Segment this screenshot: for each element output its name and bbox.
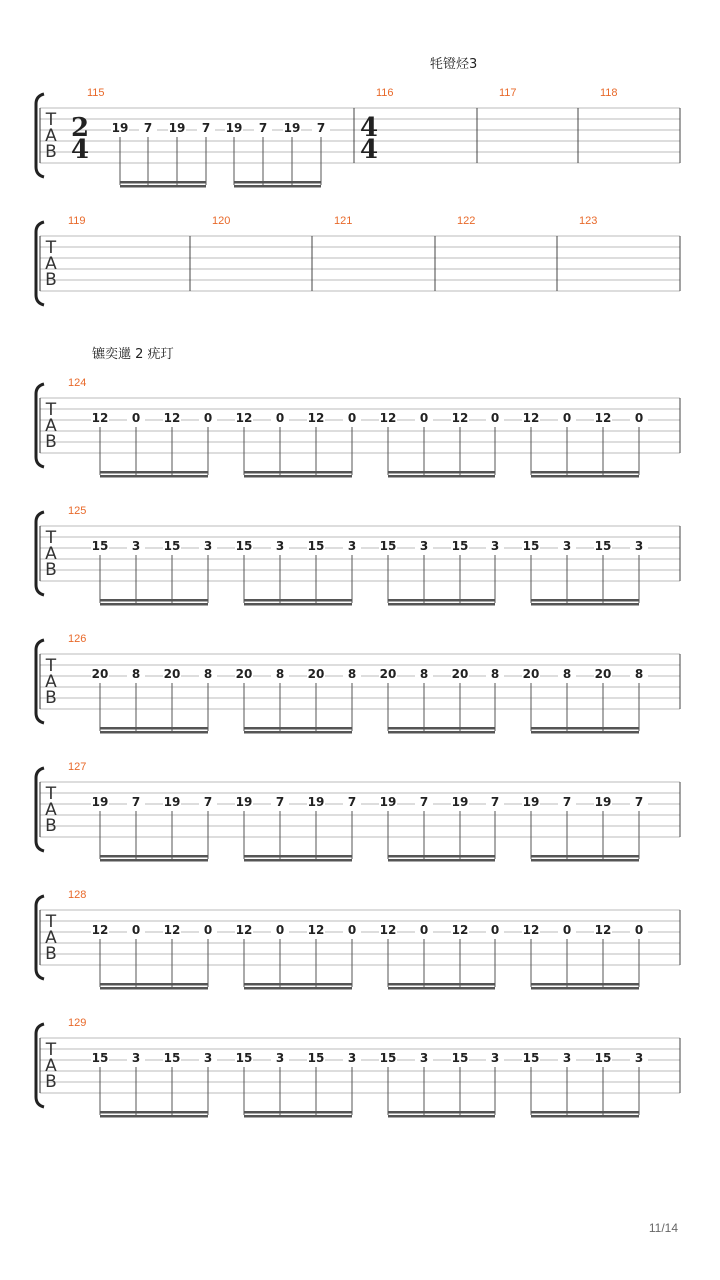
tab-clef-letter: T (45, 528, 57, 548)
fret-number: 7 (201, 121, 211, 135)
fret-number: 19 (163, 795, 181, 809)
time-signature-bottom: 4 (359, 135, 379, 165)
fret-number: 12 (235, 923, 253, 937)
tab-clef-letter: B (45, 688, 57, 708)
fret-number: 19 (91, 795, 109, 809)
beam (244, 859, 352, 862)
tab-clef-letter: T (45, 110, 57, 130)
fret-number: 7 (316, 121, 326, 135)
measure-number: 119 (68, 215, 86, 227)
beam (388, 855, 495, 858)
fret-number: 15 (163, 539, 181, 553)
fret-number: 0 (347, 411, 357, 425)
beam (531, 731, 639, 734)
fret-number: 15 (91, 539, 109, 553)
beam (100, 855, 208, 858)
measure-number: 118 (600, 87, 618, 99)
tab-clef-letter: A (45, 1056, 57, 1076)
fret-number: 12 (594, 923, 612, 937)
fret-number: 0 (347, 923, 357, 937)
tab-clef-letter: B (45, 816, 57, 836)
fret-number: 3 (562, 1051, 572, 1065)
measure-number: 123 (579, 215, 598, 227)
tab-clef-letter: B (45, 560, 57, 580)
fret-number: 15 (379, 1051, 397, 1065)
beam (100, 987, 208, 990)
beam (244, 599, 352, 602)
beam (234, 185, 321, 188)
fret-number: 12 (235, 411, 253, 425)
fret-number: 8 (275, 667, 285, 681)
fret-number: 15 (235, 539, 253, 553)
fret-number: 20 (307, 667, 325, 681)
fret-number: 12 (522, 923, 540, 937)
beam (531, 599, 639, 602)
beam (244, 731, 352, 734)
fret-number: 8 (347, 667, 357, 681)
beam (244, 471, 352, 474)
fret-number: 12 (451, 923, 469, 937)
tab-clef-letter: B (45, 432, 57, 452)
fret-number: 3 (347, 539, 357, 553)
tab-clef-letter: A (45, 544, 57, 564)
fret-number: 0 (131, 411, 141, 425)
fret-number: 0 (490, 923, 500, 937)
tab-clef-letter: A (45, 800, 57, 820)
fret-number: 12 (163, 411, 181, 425)
beam (531, 987, 639, 990)
fret-number: 19 (594, 795, 612, 809)
fret-number: 15 (379, 539, 397, 553)
fret-number: 12 (379, 411, 397, 425)
beam (531, 475, 639, 478)
fret-number: 0 (203, 923, 213, 937)
beam (388, 731, 495, 734)
beam (531, 855, 639, 858)
measure-number: 126 (68, 633, 87, 645)
measure-number: 117 (499, 87, 517, 99)
measure-number: 127 (68, 761, 87, 773)
time-signature-top: 2 (70, 113, 90, 143)
fret-number: 7 (275, 795, 285, 809)
beam (531, 859, 639, 862)
fret-number: 3 (634, 1051, 644, 1065)
fret-number: 0 (634, 411, 644, 425)
measure-number: 128 (68, 889, 87, 901)
fret-number: 3 (419, 1051, 429, 1065)
fret-number: 0 (275, 923, 285, 937)
fret-number: 8 (419, 667, 429, 681)
beam (388, 1115, 495, 1118)
time-signature-bottom: 4 (70, 135, 90, 165)
fret-number: 15 (307, 539, 325, 553)
beam (388, 475, 495, 478)
fret-number: 8 (203, 667, 213, 681)
beam (100, 983, 208, 986)
tab-clef-letter: A (45, 928, 57, 948)
fret-number: 15 (594, 539, 612, 553)
fret-number: 15 (451, 539, 469, 553)
beam (531, 603, 639, 606)
fret-number: 12 (91, 923, 109, 937)
measure-number: 120 (212, 215, 231, 227)
fret-number: 3 (490, 539, 500, 553)
fret-number: 19 (235, 795, 253, 809)
fret-number: 19 (451, 795, 469, 809)
beam (244, 1115, 352, 1118)
fret-number: 3 (203, 1051, 213, 1065)
fret-number: 12 (594, 411, 612, 425)
beam (531, 1111, 639, 1114)
fret-number: 3 (347, 1051, 357, 1065)
fret-number: 0 (490, 411, 500, 425)
fret-number: 15 (522, 1051, 540, 1065)
tab-clef-letter: A (45, 126, 57, 146)
tab-clef-letter: T (45, 238, 57, 258)
beam (388, 599, 495, 602)
beam (244, 983, 352, 986)
fret-number: 0 (419, 923, 429, 937)
fret-number: 3 (490, 1051, 500, 1065)
fret-number: 12 (522, 411, 540, 425)
beam (100, 859, 208, 862)
measure-number: 121 (334, 215, 353, 227)
beam (244, 987, 352, 990)
beam (388, 983, 495, 986)
beam (388, 1111, 495, 1114)
fret-number: 20 (522, 667, 540, 681)
measure-number: 115 (87, 87, 105, 99)
fret-number: 20 (163, 667, 181, 681)
beam (100, 599, 208, 602)
tab-clef-letter: T (45, 656, 57, 676)
fret-number: 12 (163, 923, 181, 937)
beam (120, 181, 206, 184)
fret-number: 3 (275, 539, 285, 553)
fret-number: 20 (235, 667, 253, 681)
beam (100, 731, 208, 734)
fret-number: 20 (594, 667, 612, 681)
beam (234, 181, 321, 184)
beam (100, 603, 208, 606)
fret-number: 12 (307, 923, 325, 937)
beam (244, 475, 352, 478)
fret-number: 0 (203, 411, 213, 425)
beam (244, 855, 352, 858)
tab-clef-letter: A (45, 254, 57, 274)
tab-clef-letter: T (45, 400, 57, 420)
fret-number: 0 (131, 923, 141, 937)
section-heading: 镳奕邋 2 疣玎 (92, 347, 174, 362)
measure-number: 122 (457, 215, 476, 227)
time-signature-top: 4 (359, 113, 379, 143)
fret-number: 19 (522, 795, 540, 809)
fret-number: 12 (307, 411, 325, 425)
tab-clef-letter: B (45, 1072, 57, 1092)
fret-number: 7 (258, 121, 268, 135)
fret-number: 12 (451, 411, 469, 425)
fret-number: 7 (203, 795, 213, 809)
measure-number: 116 (376, 87, 394, 99)
fret-number: 0 (562, 411, 572, 425)
beam (244, 603, 352, 606)
fret-number: 3 (634, 539, 644, 553)
fret-number: 15 (235, 1051, 253, 1065)
beam (100, 727, 208, 730)
fret-number: 0 (562, 923, 572, 937)
tab-clef-letter: B (45, 270, 57, 290)
measure-number: 124 (68, 377, 87, 389)
beam (531, 983, 639, 986)
fret-number: 19 (379, 795, 397, 809)
fret-number: 7 (562, 795, 572, 809)
tab-clef-letter: A (45, 672, 57, 692)
fret-number: 15 (307, 1051, 325, 1065)
beam (531, 471, 639, 474)
tab-clef-letter: T (45, 912, 57, 932)
beam (388, 471, 495, 474)
fret-number: 3 (562, 539, 572, 553)
beam (531, 727, 639, 730)
tab-clef-letter: A (45, 416, 57, 436)
fret-number: 15 (451, 1051, 469, 1065)
fret-number: 19 (225, 121, 243, 135)
fret-number: 3 (275, 1051, 285, 1065)
beam (100, 1115, 208, 1118)
fret-number: 7 (131, 795, 141, 809)
fret-number: 7 (347, 795, 357, 809)
tab-clef-letter: B (45, 944, 57, 964)
beam (100, 471, 208, 474)
fret-number: 15 (594, 1051, 612, 1065)
fret-number: 7 (634, 795, 644, 809)
beam (244, 727, 352, 730)
section-heading: 牦镫烃3 (430, 57, 478, 72)
fret-number: 8 (562, 667, 572, 681)
fret-number: 3 (203, 539, 213, 553)
beam (388, 859, 495, 862)
fret-number: 12 (379, 923, 397, 937)
beam (100, 1111, 208, 1114)
beam (388, 603, 495, 606)
fret-number: 15 (91, 1051, 109, 1065)
fret-number: 8 (490, 667, 500, 681)
fret-number: 20 (379, 667, 397, 681)
tab-clef-letter: T (45, 784, 57, 804)
fret-number: 0 (634, 923, 644, 937)
tab-clef-letter: B (45, 142, 57, 162)
fret-number: 3 (131, 1051, 141, 1065)
fret-number: 8 (634, 667, 644, 681)
beam (244, 1111, 352, 1114)
fret-number: 7 (490, 795, 500, 809)
beam (388, 987, 495, 990)
fret-number: 19 (307, 795, 325, 809)
tab-clef-letter: T (45, 1040, 57, 1060)
fret-number: 15 (522, 539, 540, 553)
fret-number: 0 (419, 411, 429, 425)
beam (388, 727, 495, 730)
fret-number: 19 (283, 121, 301, 135)
fret-number: 19 (111, 121, 129, 135)
fret-number: 0 (275, 411, 285, 425)
page-number: 11/14 (648, 1221, 678, 1235)
beam (120, 185, 206, 188)
fret-number: 3 (131, 539, 141, 553)
fret-number: 3 (419, 539, 429, 553)
measure-number: 125 (68, 505, 87, 517)
fret-number: 12 (91, 411, 109, 425)
fret-number: 8 (131, 667, 141, 681)
fret-number: 7 (419, 795, 429, 809)
beam (531, 1115, 639, 1118)
measure-number: 129 (68, 1017, 87, 1029)
fret-number: 15 (163, 1051, 181, 1065)
fret-number: 20 (451, 667, 469, 681)
fret-number: 20 (91, 667, 109, 681)
fret-number: 7 (143, 121, 153, 135)
beam (100, 475, 208, 478)
fret-number: 19 (168, 121, 186, 135)
